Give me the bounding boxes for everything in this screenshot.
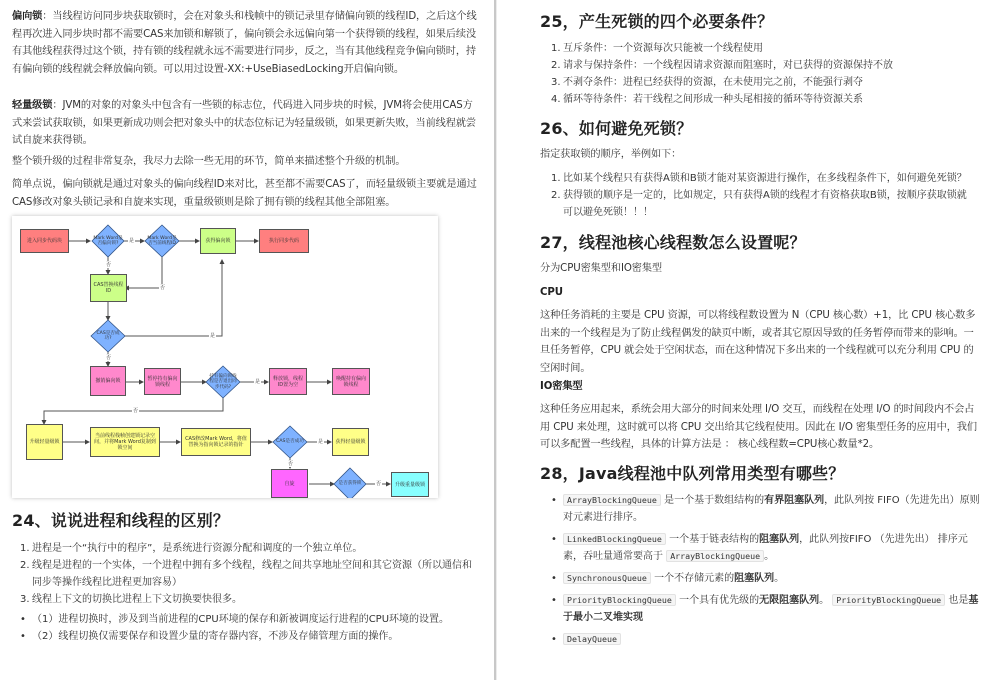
queue-item-array: [551, 492, 981, 526]
label-got-lock: 是否获得锁: [338, 481, 362, 487]
lock-upgrade-flowchart: [12, 216, 438, 498]
list-item: [551, 187, 971, 221]
edge-label-yes: 是: [210, 333, 216, 339]
list-text: 获得锁的顺序是一定的，比如规定，只有获得A锁的线程才有资格获取B锁，按顺序获取锁就可以避免死锁！！！: [563, 190, 967, 218]
list-number: 2.: [551, 190, 561, 201]
node-upgrade-light: 升级轻量级锁: [26, 424, 63, 460]
list-text: 互斥条件：一个资源每次只能被一个线程使用: [563, 43, 763, 54]
queue-text: 一个具有优先级的: [675, 595, 760, 606]
list-number: 3.: [551, 77, 561, 88]
queue-text: ，此队列按FIFO （先进先出） 排序元素，吞吐量通常要高于: [563, 534, 968, 562]
lightweight-lock-text: ：JVM的对象的对象头中包含有一些锁的标志位，代码进入同步块的时候，JVM将会使用CAS方式来尝试获取锁，如果更新成功则会把对象头中的状态位标记为轻量级锁，如果更新失败，当前线程就尝试自旋来获得锁。: [12, 100, 477, 146]
node-wake-holder: 唤醒持有偏向锁线程: [332, 368, 370, 395]
right-page: [497, 0, 1005, 680]
queue-bold-text: 有界阻塞队列: [764, 495, 825, 506]
queue-text: 一个不存储元素的: [650, 573, 735, 584]
queue-text: 。: [774, 573, 785, 584]
node-cas-replace: CAS替换线程ID: [90, 274, 127, 302]
list-text: 比如某个线程只有获得A锁和B锁才能对某资源进行操作，在多线程条件下，如何避免死锁？: [563, 173, 967, 184]
code-priority-blocking-queue: PriorityBlockingQueue: [832, 594, 945, 606]
queue-item-delay: [551, 631, 981, 648]
list-text: 进程是一个“执行中的程序”，是系统进行资源分配和调度的一个独立单位。: [32, 543, 363, 554]
upgrade-paragraph: 整个锁升级的过程非常复杂，我尽力去除一些无用的环节，简单来描述整个升级的机制。: [12, 156, 406, 167]
queue-item-linked: [551, 531, 981, 565]
node-exec-sync: 执行同步代码: [259, 229, 309, 253]
section-26-intro: 指定获取锁的顺序，举例如下：: [540, 149, 682, 160]
left-page: [0, 0, 494, 680]
edge-label-no: 否: [106, 262, 112, 268]
list-item: [20, 540, 480, 557]
biased-lock-text: ：当线程访问同步块获取锁时，会在对象头和栈帧中的锁记录里存储偏向锁的线程ID，之后这个线程再次进入同步块时都不需要CAS来加锁和解锁了，偏向锁会永远偏向第一个获得锁的线程，如果后续没有其他线程获得过这个锁，持有锁的线程就永远不需要进行同步，反之，当有其他线程竞争偏向锁时，持有偏向锁的线程就会释放偏向锁。可以用过设置-XX:+UseBiasedLocking开启偏向锁。: [12, 11, 477, 75]
label-cas-ok-2: CAS是否成功: [276, 439, 304, 445]
section-28-queue-list: [551, 492, 981, 648]
bullet-item: • （1）进程切换时，涉及到当前进程的CPU环境的保存和新被调度运行进程的CPU环境的设置。: [20, 611, 480, 628]
list-item: [551, 91, 991, 108]
section-28-title: 28，Java线程池中队列常用类型有哪些？: [540, 464, 845, 483]
biased-lock-term: 偏向锁: [12, 11, 43, 22]
section-26-ordered-list: [551, 170, 971, 221]
lightweight-lock-term: 轻量级锁: [12, 100, 53, 111]
edge-label-yes: 是: [255, 379, 261, 385]
section-24-bullet-list: [20, 611, 480, 645]
section-25-title: 25，产生死锁的四个必要条件？: [540, 12, 774, 31]
bullet-item: • （2）线程切换仅需要保存和设置少量的寄存器内容，不涉及存储管理方面的操作。: [20, 628, 480, 645]
code-array-blocking-queue: ArrayBlockingQueue: [563, 494, 661, 506]
queue-item-priority: [551, 592, 981, 626]
queue-text: 。: [819, 595, 833, 606]
node-cas-modify: CAS修改Mark Word，将值替换为指向锁记录的指针: [181, 428, 251, 456]
section-24-ordered-list: [20, 540, 480, 608]
node-revoke-biased: 撤销偏向锁: [90, 366, 126, 396]
node-get-light: 获得轻量级锁: [332, 428, 369, 456]
list-text: 线程是进程的一个实体，一个进程中拥有多个线程，线程之间共享地址空间和其它资源（所以通信和同步等操作线程比进程更加容易）: [32, 560, 472, 588]
edge-label-yes: 是: [129, 238, 135, 244]
simple-summary-paragraph: 简单点说，偏向锁就是通过对象头的偏向线程ID来对比，甚至都不需要CAS了，而轻量级锁主要就是通过CAS修改对象头锁记录和自旋来实现，重量级锁则是除了拥有锁的线程其他全部阻塞。: [12, 179, 477, 208]
list-item: [20, 591, 480, 608]
section-27-title: 27，线程池核心线程数怎么设置呢？: [540, 233, 806, 252]
list-item: [551, 74, 991, 91]
label-cas-ok-1: CAS是否成功?: [96, 330, 120, 341]
queue-bold-text: 基于最小二叉堆实现: [563, 595, 979, 623]
queue-text: ，此队列按 FIFO（先进先出）原则对元素进行排序。: [563, 495, 980, 523]
node-spin: 自旋: [271, 469, 308, 498]
cpu-heading: CPU: [540, 287, 563, 298]
code-delay-queue: DelayQueue: [563, 633, 621, 645]
section-24-title: 24、说说进程和线程的区别？: [12, 511, 230, 530]
section-27-intro: 分为CPU密集型和IO密集型: [540, 263, 663, 274]
node-upgrade-heavy: 升级重量级锁: [391, 472, 429, 497]
node-pause-holder: 暂停持有偏向锁线程: [144, 368, 181, 395]
io-paragraph: 这种任务应用起来，系统会用大部分的时间来处理 I/O 交互，而线程在处理 I/O 的时间段内不会占用 CPU 来处理，这时就可以将 CPU 交出给其它线程使用。因此在 I/O 密集型任务的应用中，我们可以多配置一些线程，具体的计算方法是 ： 核心线程数=CPU核心数量*2。: [540, 404, 977, 450]
queue-text: 。: [764, 551, 775, 562]
list-text: 不剥夺条件：进程已经获得的资源，在未使用完之前，不能强行剥夺: [563, 77, 863, 88]
node-get-biased: 获得偏向锁: [200, 228, 236, 254]
list-text: 循环等待条件：若干线程之间形成一种头尾相接的循环等待资源关系: [563, 94, 863, 105]
edge-label-no: 否: [133, 408, 139, 414]
edge-label-no: 否: [160, 285, 166, 291]
list-text: 线程上下文的切换比进程上下文切换要快很多。: [32, 594, 242, 605]
list-number: 1.: [551, 43, 561, 54]
queue-bold-text: 无限阻塞队列: [759, 595, 820, 606]
biased-lock-paragraph: [12, 8, 482, 78]
io-heading: IO密集型: [540, 381, 583, 392]
edge-label-no: 否: [288, 461, 294, 467]
label-is-current-thread: Mark Word是否当前线程ID: [147, 235, 177, 246]
queue-item-synchronous: [551, 570, 981, 587]
label-is-biased: Mark Word是否偏向锁?: [93, 235, 123, 246]
node-create-record: 当前线程栈帧创建锁记录空间，并将Mark Word复制到锁空间: [90, 427, 160, 457]
queue-text: 是一个基于数组结构的: [660, 495, 765, 506]
list-number: 1.: [551, 173, 561, 184]
list-item: [20, 557, 480, 591]
code-array-blocking-queue: ArrayBlockingQueue: [666, 550, 764, 562]
node-release-lock: 释放锁，线程ID置为空: [269, 368, 307, 395]
edge-label-yes: 是: [318, 439, 324, 445]
lightweight-lock-paragraph: [12, 97, 482, 150]
code-linked-blocking-queue: LinkedBlockingQueue: [563, 533, 666, 545]
queue-bold-text: 阻塞队列: [759, 534, 800, 545]
list-item: [551, 40, 991, 57]
queue-text: 一个基于链表结构的: [665, 534, 760, 545]
queue-bold-text: 阻塞队列: [734, 573, 775, 584]
label-holder-exit: 持有偏向锁线程是否退出同步代码?: [209, 373, 237, 390]
list-number: 4.: [551, 94, 561, 105]
cpu-paragraph: 这种任务消耗的主要是 CPU 资源，可以将线程数设置为 N（CPU 核心数）+1，比 CPU 核心数多出来的一个线程是为了防止线程偶发的缺页中断，或者其它原因导致的任务暂停而带来的影响。一旦任务暂停，CPU 就会处于空闲状态，而在这种情况下多出来的一个线程就可以充分利用 CPU 的空闲时间。: [540, 310, 976, 374]
node-enter-sync: 进入同步代码块: [20, 229, 69, 253]
section-25-ordered-list: [551, 40, 991, 108]
list-item: [551, 170, 971, 187]
code-synchronous-queue: SynchronousQueue: [563, 572, 651, 584]
queue-text: 也是: [945, 595, 969, 606]
edge-label-no: 否: [106, 355, 112, 361]
code-priority-blocking-queue: PriorityBlockingQueue: [563, 594, 676, 606]
list-item: [551, 57, 991, 74]
section-26-title: 26、如何避免死锁？: [540, 119, 693, 138]
edge-label-no: 否: [376, 481, 382, 487]
list-number: 3.: [20, 594, 30, 605]
list-number: 1.: [20, 543, 30, 554]
list-number: 2.: [551, 60, 561, 71]
list-text: 请求与保持条件：一个线程因请求资源而阻塞时，对已获得的资源保持不放: [563, 60, 893, 71]
list-number: 2.: [20, 560, 30, 571]
